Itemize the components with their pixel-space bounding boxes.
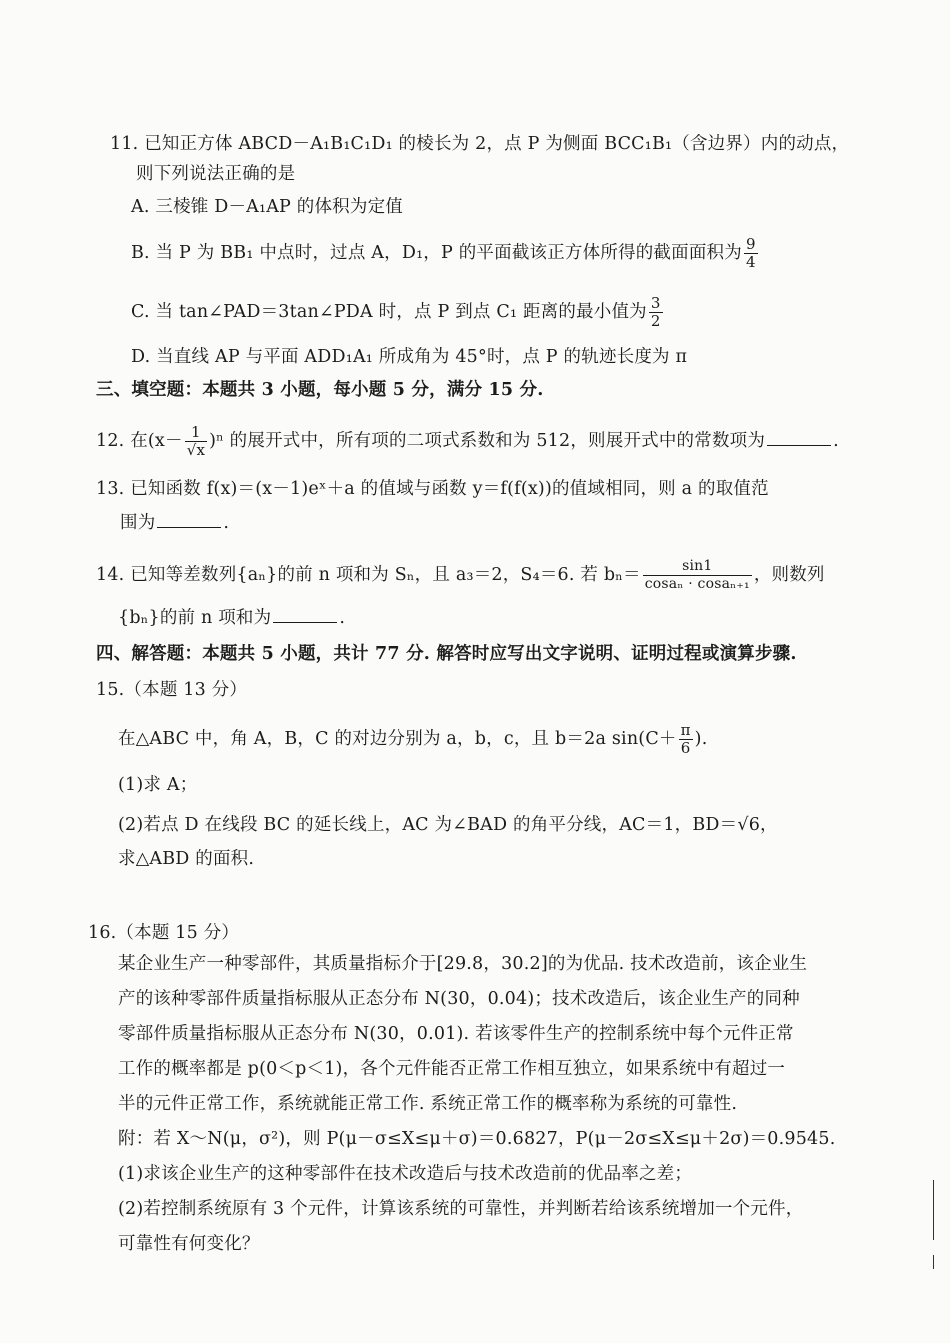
- q14-line2: [118, 606, 345, 630]
- q11-option-b-fraction: [744, 236, 758, 271]
- fraction-numerator: π: [680, 721, 691, 739]
- q12-suffix: )ⁿ 的展开式中，所有项的二项式系数和为 512，则展开式中的常数项为: [209, 431, 766, 451]
- section-4-heading: 四、解答题：本题共 5 小题，共计 77 分. 解答时应写出文字说明、证明过程或演算步骤.: [96, 644, 797, 664]
- q15-stem: [118, 722, 707, 757]
- q14-line1: [96, 558, 825, 593]
- q13-end: .: [223, 513, 230, 533]
- q12-fraction: [185, 424, 207, 459]
- q14-end: .: [339, 608, 346, 628]
- fraction-numerator: 1: [185, 424, 207, 442]
- q14-fraction: [643, 558, 752, 593]
- q11-option-c-text: C. 当 tan∠PAD＝3tan∠PDA 时，点 P 到点 C₁ 距离的最小值为: [131, 302, 647, 322]
- fraction-denominator: 2: [650, 312, 661, 330]
- q13-line1: 13. 已知函数 f(x)＝(x－1)eˣ＋a 的值域与函数 y＝f(f(x))的值域相同，则 a 的取值范: [96, 479, 769, 499]
- q16-line5: 半的元件正常工作，系统就能正常工作. 系统正常工作的概率称为系统的可靠性.: [118, 1094, 738, 1114]
- q13-line2: [120, 511, 229, 535]
- q16-part1: (1)求该企业生产的这种零部件在技术改造后与技术改造前的优品率之差；: [118, 1164, 693, 1184]
- q14-answer-blank: [273, 606, 337, 623]
- q16-part2: (2)若控制系统原有 3 个元件，计算该系统的可靠性，并判断若给该系统增加一个元件，: [118, 1199, 804, 1219]
- q11-option-c-fraction: [649, 295, 663, 330]
- q12: [96, 424, 839, 459]
- fraction-denominator: cosaₙ · cosaₙ₊₁: [644, 576, 750, 592]
- q15-stem-text: 在△ABC 中，角 A，B，C 的对边分别为 a，b，c，且 b＝2a sin(C＋: [118, 729, 677, 749]
- q12-prefix: 12. 在(x－: [96, 431, 183, 451]
- q14-prefix: 14. 已知等差数列{aₙ}的前 n 项和为 Sₙ，且 a₃＝2，S₄＝6. 若 bₙ＝: [96, 565, 641, 585]
- q11-option-a: A. 三棱锥 D－A₁AP 的体积为定值: [131, 197, 403, 217]
- q15-title: 15.（本题 13 分）: [96, 680, 248, 700]
- q14-line2-text: {bₙ}的前 n 项和为: [118, 608, 272, 628]
- q13-line2-text: 围为: [120, 513, 156, 533]
- q15-part2: (2)若点 D 在线段 BC 的延长线上，AC 为∠BAD 的角平分线，AC＝1，BD＝√6，: [118, 815, 778, 835]
- q16-line1: 某企业生产一种零部件，其质量指标介于[29.8，30.2]的为优品. 技术改造前，该企业生: [118, 954, 808, 974]
- q11-option-d: D. 当直线 AP 与平面 ADD₁A₁ 所成角为 45°时，点 P 的轨迹长度为 π: [131, 347, 688, 367]
- q11-stem-line1: 11. 已知正方体 ABCD－A₁B₁C₁D₁ 的棱长为 2，点 P 为侧面 BCC₁B₁（含边界）内的动点，: [110, 134, 850, 154]
- scan-edge-line: [933, 1180, 934, 1240]
- q16-title: 16.（本题 15 分）: [88, 923, 240, 943]
- q15-part1: (1)求 A；: [118, 775, 198, 795]
- q16-line3: 零部件质量指标服从正态分布 N(30，0.01). 若该零件生产的控制系统中每个元件正常: [118, 1024, 794, 1044]
- q16-line2: 产的该种零部件质量指标服从正态分布 N(30，0.04)；技术改造后，该企业生产的同种: [118, 989, 800, 1009]
- q16-line6-appendix: 附：若 X～N(μ，σ²)，则 P(μ－σ≤X≤μ＋σ)＝0.6827，P(μ－2σ≤X≤μ＋2σ)＝0.9545.: [118, 1129, 836, 1149]
- q15-stem-end: ).: [694, 729, 708, 749]
- q16-part2-cont: 可靠性有何变化？: [118, 1234, 260, 1254]
- q15-part2-cont: 求△ABD 的面积.: [118, 849, 255, 869]
- q15-fraction: [679, 722, 693, 757]
- q11-stem-line2: 则下列说法正确的是: [136, 164, 296, 184]
- q11-option-b: [131, 236, 760, 271]
- q14-suffix: ，则数列: [753, 565, 825, 585]
- q11-option-c: [131, 295, 665, 330]
- q13-answer-blank: [157, 511, 221, 528]
- fraction-denominator: 6: [680, 739, 691, 757]
- q16-line4: 工作的概率都是 p(0＜p＜1)，各个元件能否正常工作相互独立，如果系统中有超过一: [118, 1059, 786, 1079]
- q12-end: .: [833, 431, 839, 451]
- fraction-denominator: 4: [745, 253, 756, 271]
- scan-edge-line: [933, 1255, 934, 1269]
- fraction-numerator: 3: [650, 294, 661, 312]
- fraction-denominator: √x: [186, 441, 206, 459]
- fraction-numerator: sin1: [643, 558, 752, 576]
- section-3-heading: 三、填空题：本题共 3 小题，每小题 5 分，满分 15 分.: [96, 380, 544, 400]
- fraction-numerator: 9: [745, 235, 756, 253]
- q12-answer-blank: [767, 429, 831, 446]
- q11-option-b-text: B. 当 P 为 BB₁ 中点时，过点 A，D₁，P 的平面截该正方体所得的截面面积为: [131, 243, 742, 263]
